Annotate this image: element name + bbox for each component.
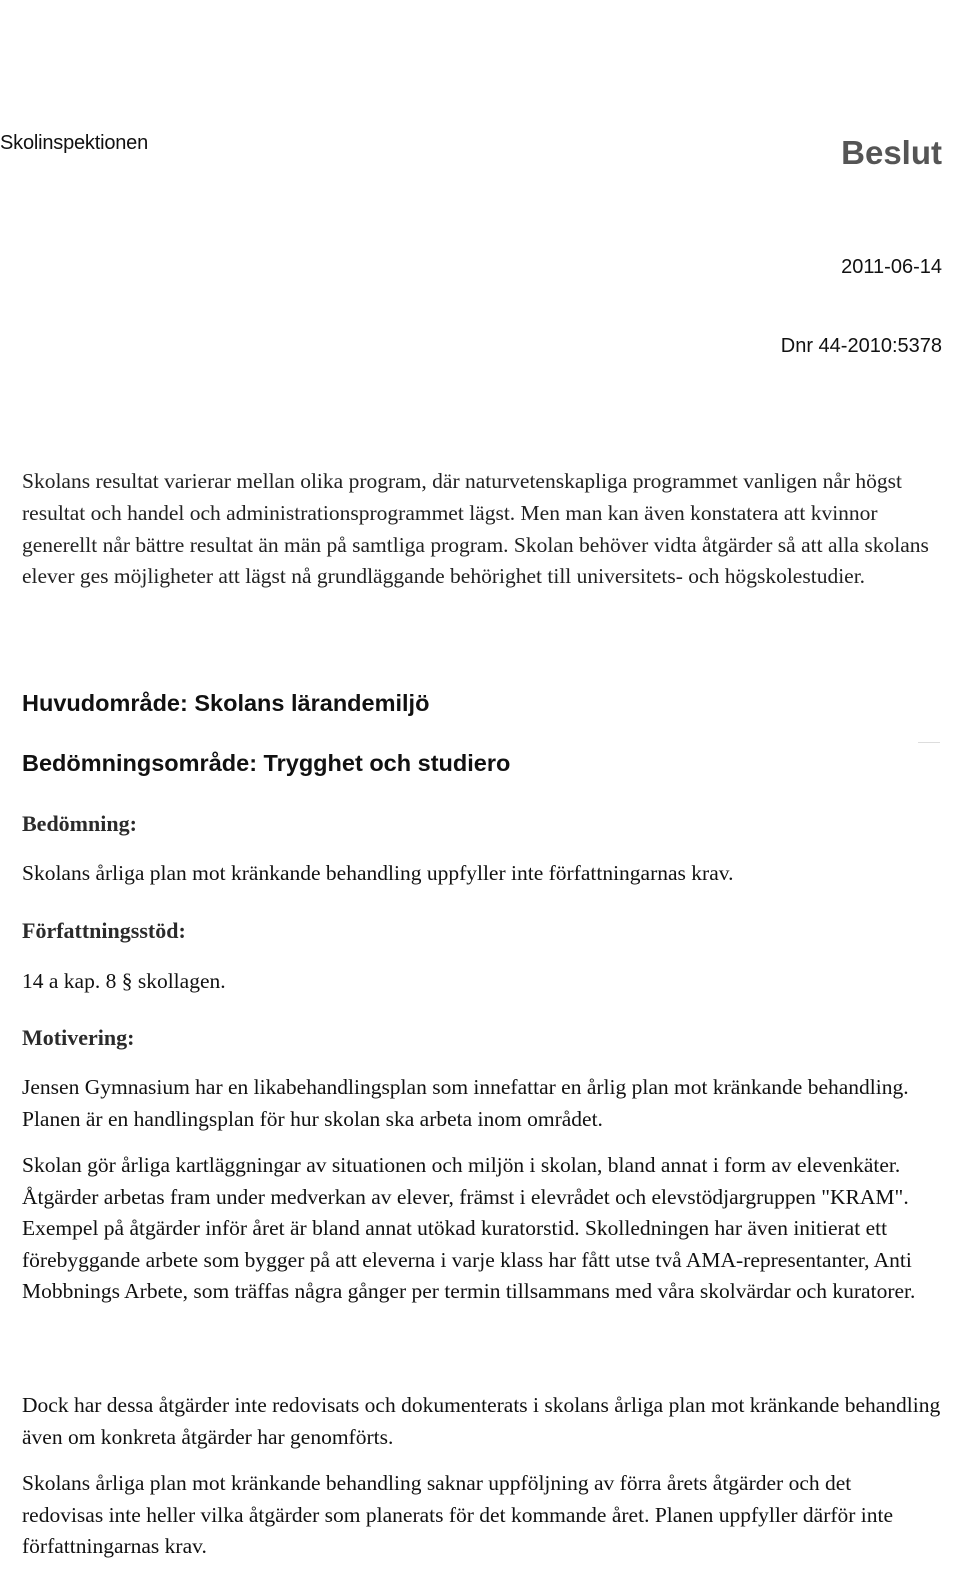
motivation-paragraph: Dock har dessa åtgärder inte redovisats och dokumenterats i skolans årliga plan mot kränkande behandling även om konkreta åtgärder har genomförts. <box>22 1393 941 1449</box>
motivation-label: Motivering: <box>22 1025 135 1050</box>
intro-paragraph: Skolans resultat varierar mellan olika program, där naturvetenskapliga programmet vanligen når högst resultat och handel och administrationsprogrammet lägst. Men man kan även konstatera att kvinnor generellt når bättre resultat än män på samtliga program. Skolan behöver vidta åtgärder så att alla skolans elever ges möjligheter att lägst nå grundläggande behörighet till universitets- och högskolestudier. <box>22 469 929 589</box>
motivation-paragraph: Skolan gör årliga kartläggningar av situationen och miljön i skolan, bland annat i form av elevenkäter. Åtgärder arbetas fram under medverkan av elever, främst i elevrådet och elevstödjargruppen "KRAM". Exempel på åtgärder inför året är bland annat utökad kuratorstid. Skolledningen har även initierat ett förebyggande arbete som bygger på att eleverna i varje klass har fått utse två AMA-representanter, Anti Mobbnings Arbete, som träffas några gånger per termin tillsammans med våra skolvärdar och kuratorer. <box>22 1153 916 1304</box>
main-area-heading: Huvudområde: Skolans lärandemiljö <box>22 690 430 716</box>
motivation-paragraph: Skolans årliga plan mot kränkande behandling saknar uppföljning av förra årets åtgärder och det redovisas inte heller vilka åtgärder som planerats för det kommande året. Planen uppfyller därför inte författningarnas krav. <box>22 1471 894 1559</box>
document-date: 2011-06-14 <box>841 256 942 278</box>
legal-basis-text: 14 a kap. 8 § skollagen. <box>22 969 226 993</box>
assessment-area-heading: Bedömningsområde: Trygghet och studiero <box>22 750 511 776</box>
assessment-label: Bedömning: <box>22 811 137 836</box>
document-type-title: Beslut <box>841 134 942 171</box>
assessment-text: Skolans årliga plan mot kränkande behandling uppfyller inte författningarnas krav. <box>22 861 734 885</box>
document-reference-number: Dnr 44-2010:5378 <box>780 335 942 357</box>
motivation-paragraph: Jensen Gymnasium har en likabehandlingsplan som innefattar en årlig plan mot kränkande behandling. Planen är en handlingsplan för hur skolan ska arbeta inom området. <box>22 1075 909 1131</box>
legal-basis-label: Författningsstöd: <box>22 918 186 943</box>
scan-artifact-line <box>918 742 940 743</box>
organization-name: Skolinspektionen <box>0 132 149 154</box>
